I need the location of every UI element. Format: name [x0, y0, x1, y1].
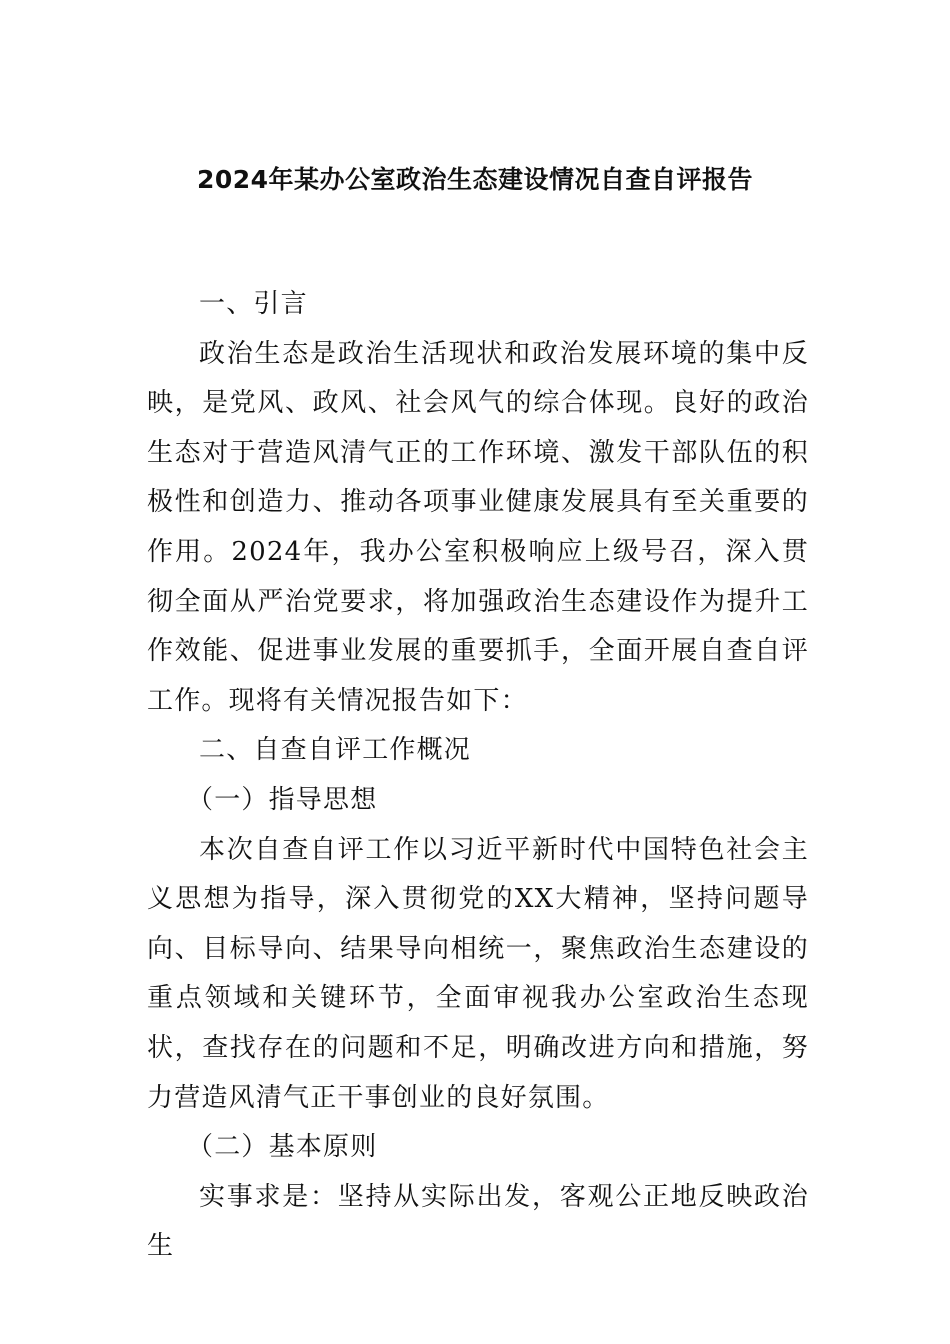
- intro-paragraph: 政治生态是政治生活现状和政治发展环境的集中反映，是党风、政风、社会风气的综合体现。良好的政治生态对于营造风清气正的工作环境、激发干部队伍的积极性和创造力、推动各项事业健康发展具有至关重要的作用。2024年，我办公室积极响应上级号召，深入贯彻全面从严治党要求，将加强政治生态建设作为提升工作效能、促进事业发展的重要抓手，全面开展自查自评工作。现将有关情况报告如下：: [147, 338, 809, 716]
- document-body: [147, 280, 809, 1272]
- subsection-heading-principles: （二）基本原则: [187, 1132, 378, 1163]
- subsection-heading-guiding: （一）指导思想: [187, 784, 378, 815]
- principles-paragraph: 实事求是：坚持从实际出发，客观公正地反映政治生: [147, 1181, 809, 1262]
- section-heading-intro: 一、引言: [199, 289, 308, 319]
- section-heading-overview: 二、自查自评工作概况: [199, 735, 472, 766]
- document-title: 2024年某办公室政治生态建设情况自查自评报告: [196, 165, 754, 194]
- guiding-paragraph: 本次自查自评工作以习近平新时代中国特色社会主义思想为指导，深入贯彻党的XX大精神，坚持问题导向、目标导向、结果导向相统一，聚焦政治生态建设的重点领域和关键环节，全面审视我办公室政治生态现状，查找存在的问题和不足，明确改进方向和措施，努力营造风清气正干事创业的良好氛围。: [147, 834, 809, 1113]
